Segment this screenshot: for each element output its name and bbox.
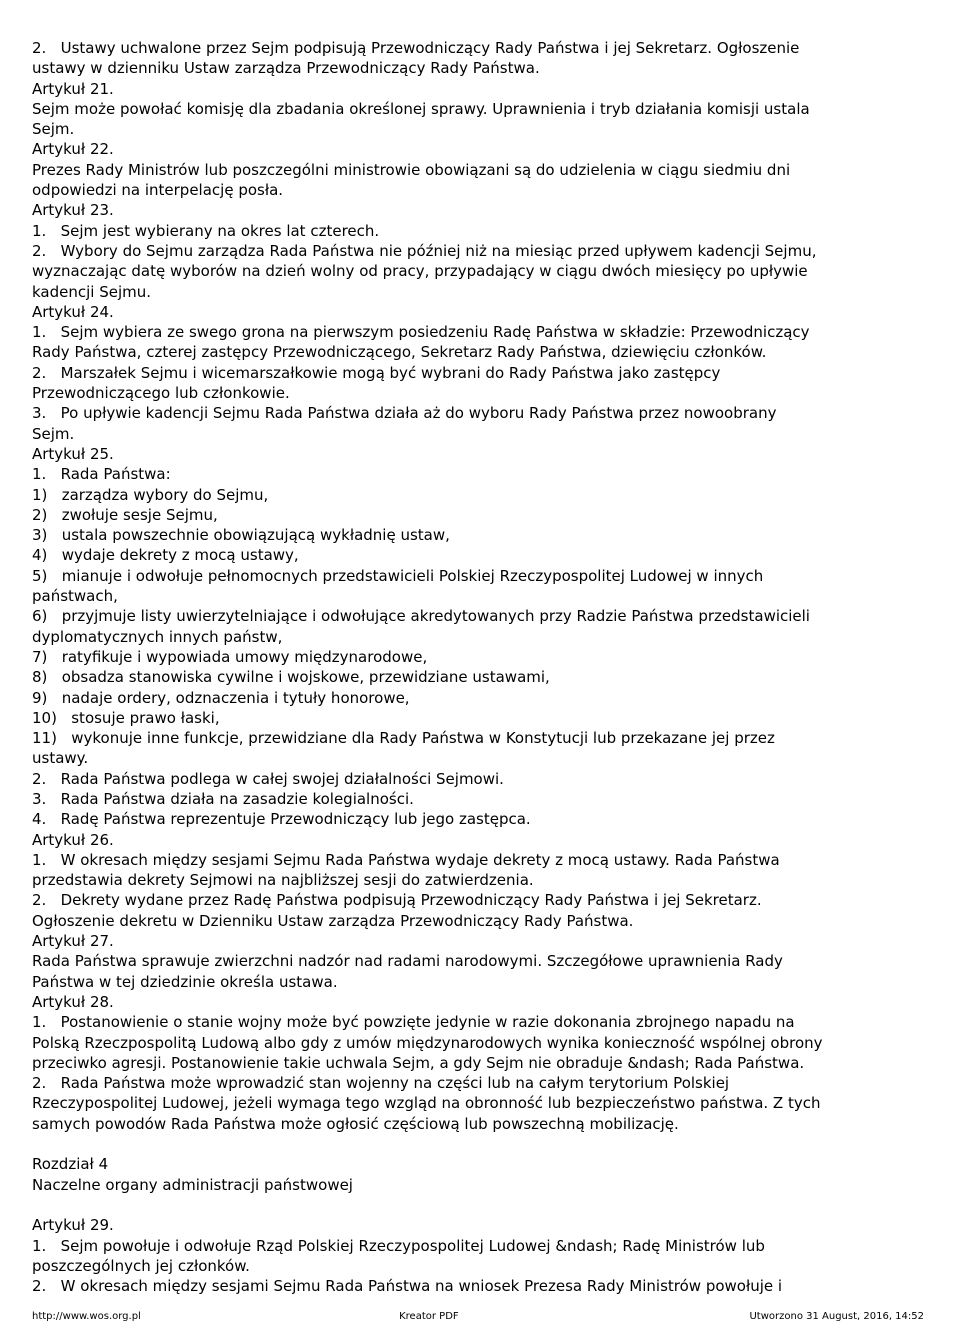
text-line: 3. Rada Państwa działa na zasadzie kolegialności. [32,789,414,808]
article-heading: Artykuł 27. [32,932,114,951]
text-line: przeciwko agresji. Postanowienie takie uchwala Sejm, a gdy Sejm nie obraduje &ndash; Rada Państwa. [32,1053,805,1072]
text-line: przedstawia dekrety Sejmowi na najbliższej sesji do zatwierdzenia. [32,871,534,890]
text-line: 1. Sejm jest wybierany na okres lat czterech. [32,221,380,240]
text-line: poszczególnych jej członków. [32,1256,250,1275]
blank-line [32,1195,932,1215]
text-line: 2. Ustawy uchwalone przez Sejm podpisują Przewodniczący Rady Państwa i jej Sekretarz. Ogłoszenie [32,39,800,57]
page-footer [32,1311,924,1325]
article-heading: Artykuł 28. [32,992,114,1011]
list-item: 11) wykonuje inne funkcje, przewidziane dla Rady Państwa w Konstytucji lub przekazane jej przez [32,729,775,748]
text-line: 2. Marszałek Sejmu i wicemarszałkowie mogą być wybrani do Rady Państwa jako zastępcy [32,363,721,382]
text-line: Rzeczypospolitej Ludowej, jeżeli wymaga tego wzgląd na obronność lub bezpieczeństwo państwa. Z tych [32,1094,821,1113]
article-heading: Artykuł 23. [32,201,114,220]
text-line: 2. Dekrety wydane przez Radę Państwa podpisują Przewodniczący Rady Państwa i jej Sekretarz. [32,891,762,910]
list-item: 6) przyjmuje listy uwierzytelniające i odwołujące akredytowanych przy Radzie Państwa przedstawicieli [32,607,810,626]
list-item: 10) stosuje prawo łaski, [32,708,220,727]
text-line: Sejm. [32,424,75,443]
document-body [32,38,932,1296]
text-line: 2. Rada Państwa może wprowadzić stan wojenny na części lub na całym terytorium Polskiej [32,1074,730,1093]
article-heading: Artykuł 29. [32,1216,114,1235]
text-line: Sejm. [32,120,75,139]
text-line: Polską Rzeczpospolitą Ludową albo gdy z umów międzynarodowych wynika konieczność wspólnej obrony [32,1033,823,1052]
text-line: Prezes Rady Ministrów lub poszczególni ministrowie obowiązani są do udzielenia w ciągu siedmiu dni [32,160,791,179]
list-item: 9) nadaje ordery, odznaczenia i tytuły honorowe, [32,688,410,707]
text-line: dyplomatycznych innych państw, [32,627,283,646]
list-item: 7) ratyfikuje i wypowiada umowy międzynarodowe, [32,647,428,666]
list-item: 1) zarządza wybory do Sejmu, [32,485,269,504]
text-line: Ogłoszenie dekretu w Dzienniku Ustaw zarządza Przewodniczący Rady Państwa. [32,911,634,930]
text-line: 2. Rada Państwa podlega w całej swojej działalności Sejmowi. [32,769,504,788]
article-heading: Artykuł 21. [32,79,114,98]
text-line: państwach, [32,587,118,606]
footer-created-date: Utworzono 31 August, 2016, 14:52 [749,1311,924,1322]
list-item: 8) obsadza stanowiska cywilne i wojskowe, przewidziane ustawami, [32,668,550,687]
text-line: 1. Sejm wybiera ze swego grona na pierwszym posiedzeniu Radę Państwa w składzie: Przewodniczący [32,323,810,342]
text-line: Rady Państwa, czterej zastępcy Przewodniczącego, Sekretarz Rady Państwa, dziewięciu członków. [32,343,767,362]
text-line: wyznaczając datę wyborów na dzień wolny od pracy, przypadający w ciągu dwóch miesięcy po upływie [32,262,808,281]
text-line: 1. W okresach między sesjami Sejmu Rada Państwa wydaje dekrety z mocą ustawy. Rada Państwa [32,850,780,869]
article-heading: Artykuł 24. [32,302,114,321]
text-line: Państwa w tej dziedzinie określa ustawa. [32,972,338,991]
text-line: Sejm może powołać komisję dla zbadania określonej sprawy. Uprawnienia i tryb działania komisji ustala [32,99,810,118]
chapter-heading: Rozdział 4 [32,1155,109,1174]
blank-line [32,1134,932,1154]
footer-url-link[interactable]: http://www.wos.org.pl [32,1311,141,1322]
article-heading: Artykuł 25. [32,444,114,463]
text-line: 2. W okresach między sesjami Sejmu Rada Państwa na wniosek Prezesa Rady Ministrów powołuje i [32,1277,783,1296]
list-item: 2) zwołuje sesje Sejmu, [32,505,218,524]
text-line: samych powodów Rada Państwa może ogłosić częściową lub powszechną mobilizację. [32,1114,679,1133]
text-line: 1. Rada Państwa: [32,465,171,484]
text-line: odpowiedzi na interpelację posła. [32,181,284,200]
text-line: Rada Państwa sprawuje zwierzchni nadzór nad radami narodowymi. Szczegółowe uprawnienia Rady [32,952,783,971]
chapter-title: Naczelne organy administracji państwowej [32,1175,353,1194]
text-line: 2. Wybory do Sejmu zarządza Rada Państwa nie później niż na miesiąc przed upływem kadencji Sejmu, [32,241,817,260]
text-line: Przewodniczącego lub członkowie. [32,384,290,403]
footer-creator: Kreator PDF [399,1311,459,1322]
article-heading: Artykuł 26. [32,830,114,849]
text-line: 1. Postanowienie o stanie wojny może być powzięte jedynie w razie dokonania zbrojnego napadu na [32,1013,795,1032]
text-line: 1. Sejm powołuje i odwołuje Rząd Polskiej Rzeczypospolitej Ludowej &ndash; Radę Ministrów lub [32,1236,765,1255]
text-line: ustawy. [32,749,89,768]
text-line: kadencji Sejmu. [32,282,152,301]
text-line: 3. Po upływie kadencji Sejmu Rada Państwa działa aż do wyboru Rady Państwa przez nowoobrany [32,404,777,423]
text-line: 4. Radę Państwa reprezentuje Przewodniczący lub jego zastępca. [32,810,531,829]
list-item: 4) wydaje dekrety z mocą ustawy, [32,546,299,565]
article-heading: Artykuł 22. [32,140,114,159]
list-item: 5) mianuje i odwołuje pełnomocnych przedstawicieli Polskiej Rzeczypospolitej Ludowej w innych [32,566,764,585]
text-line: ustawy w dzienniku Ustaw zarządza Przewodniczący Rady Państwa. [32,59,540,78]
list-item: 3) ustala powszechnie obowiązującą wykładnię ustaw, [32,526,450,545]
